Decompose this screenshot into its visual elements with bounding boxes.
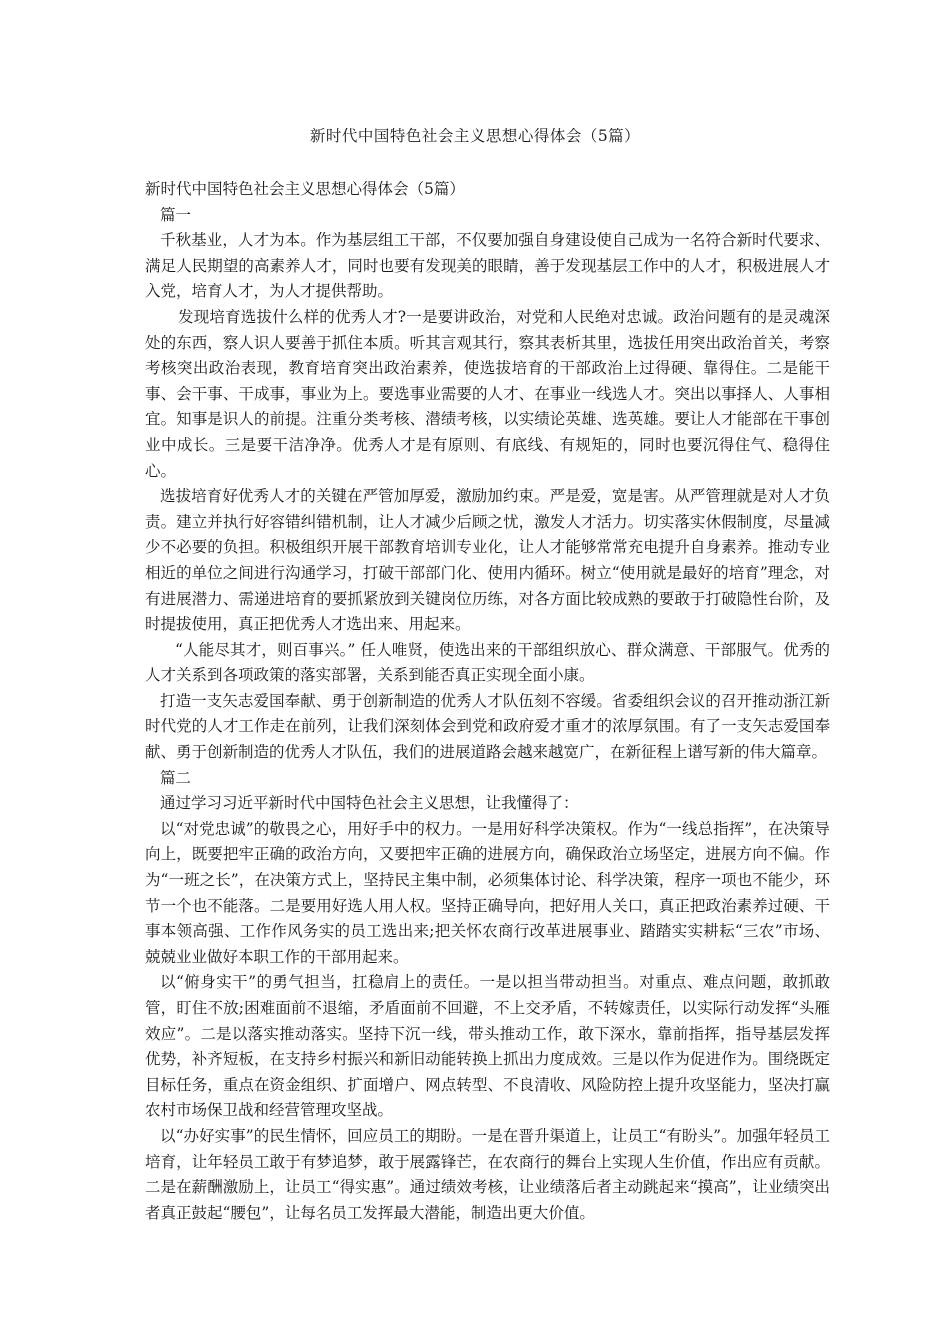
paragraph: 通过学习习近平新时代中国特色社会主义思想，让我懂得了：	[160, 794, 579, 813]
paragraph-quote: “人能尽其才，则百事兴。” 任人唯贤，使选出来的干部组织放心、群众满意、干部服气。优秀的人才关系到各项政策的落实部署，关系到能否真正实现全面小康。	[145, 640, 830, 685]
document-body	[145, 177, 830, 1226]
paragraph: 以“办好实事”的民生情怀，回应员工的期盼。一是在晋升渠道上，让员工“有盼头”。加强年轻员工培育，让年轻员工敢于有梦追梦，敢于展露锋芒，在农商行的舞台上实现人生价值，作出应有贡献。二是在薪酬激励上，让员工“得实惠”。通过绩效考核，让业绩落后者主动跳起来“摸高”，让业绩突出者真正鼓起“腰包”，让每名员工发挥最大潜能，制造出更大价值。	[145, 1126, 830, 1222]
paragraph: 选拔培育好优秀人才的关键在严管加厚爱，激励加约束。严是爱，宽是害。从严管理就是对人才负责。建立并执行好容错纠错机制，让人才减少后顾之忧，激发人才活力。切实落实休假制度，尽量减少不必要的负担。积极组织开展干部教育培训专业化，让人才能够常常充电提升自身素养。推动专业相近的单位之间进行沟通学习，打破干部部门化、使用内循环。树立“使用就是最好的培育”理念，对有进展潜力、需递进培育的要抓紧放到关键岗位历练，对各方面比较成熟的要敢于打破隐性台阶，及时提拔使用，真正把优秀人才选出来、用起来。	[145, 487, 830, 634]
section-heading-2: 篇二	[160, 768, 192, 787]
paragraph: 打造一支矢志爱国奉献、勇于创新制造的优秀人才队伍刻不容缓。省委组织会议的召开推动浙江新时代党的人才工作走在前列，让我们深刻体会到党和政府爱才重才的浓厚氛围。有了一支矢志爱国奉献、勇于创新制造的优秀人才队伍，我们的进展道路会越来越宽广，在新征程上谱写新的伟大篇章。	[145, 691, 830, 762]
paragraph: 以“俯身实干”的勇气担当，扛稳肩上的责任。一是以担当带动担当。对重点、难点问题，敢抓敢管，盯住不放;困难面前不退缩，矛盾面前不回避，不上交矛盾，不转嫁责任，以实际行动发挥“头雁效应”。二是以落实推动落实。坚持下沉一线，带头推动工作，敢下深水，靠前指挥，指导基层发挥优势，补齐短板，在支持乡村振兴和新旧动能转换上抓出力度成效。三是以作为促进作为。围绕既定目标任务，重点在资金组织、扩面增户、网点转型、不良清收、风险防控上提升攻坚能力，坚决打赢农村市场保卫战和经营管理攻坚战。	[145, 973, 830, 1120]
section-heading-1: 篇一	[160, 205, 192, 224]
paragraph: 发现培育选拔什么样的优秀人才?一是要讲政治，对党和人民绝对忠诚。政治问题有的是灵魂深处的东西，察人识人要善于抓住本质。听其言观其行，察其表析其里，选拔任用突出政治首关，考察考核突出政治表现，教育培育突出政治素养，使选拔培育的干部政治上过得硬、靠得住。二是能干事、会干事、干成事，事业为上。要选事业需要的人才、在事业一线选人才。突出以事择人、人事相宜。知事是识人的前提。注重分类考核、潜绩考核，以实绩论英雄、选英雄。要让人才能部在干事创业中成长。三是要干洁净净。优秀人才是有原则、有底线、有规矩的，同时也要沉得住气、稳得住心。	[145, 307, 830, 480]
document-subtitle: 新时代中国特色社会主义思想心得体会（5篇）	[145, 180, 465, 198]
paragraph: 以“对党忠诚”的敬畏之心，用好手中的权力。一是用好科学决策权。作为“一线总指挥”，在决策导向上，既要把牢正确的政治方向，又要把牢正确的进展方向，确保政治立场坚定，进展方向不偏。作为“一班之长”，在决策方式上，坚持民主集中制，必须集体讨论、科学决策，程序一项也不能少，环节一个也不能落。二是要用好选人用人权。坚持正确导向，把好用人关口，真正把政治素养过硬、干事本领高强、工作作风务实的员工选出来;把关怀农商行改革进展事业、踏踏实实耕耘“三农”市场、兢兢业业做好本职工作的干部用起来。	[145, 819, 830, 966]
document-title: 新时代中国特色社会主义思想心得体会（5篇）	[309, 127, 641, 145]
paragraph: 千秋基业，人才为本。作为基层组工干部，不仅要加强自身建设使自己成为一名符合新时代要求、满足人民期望的高素养人才，同时也要有发现美的眼睛，善于发现基层工作中的人才，积极进展人才入党，培育人才，为人才提供帮助。	[145, 231, 830, 301]
